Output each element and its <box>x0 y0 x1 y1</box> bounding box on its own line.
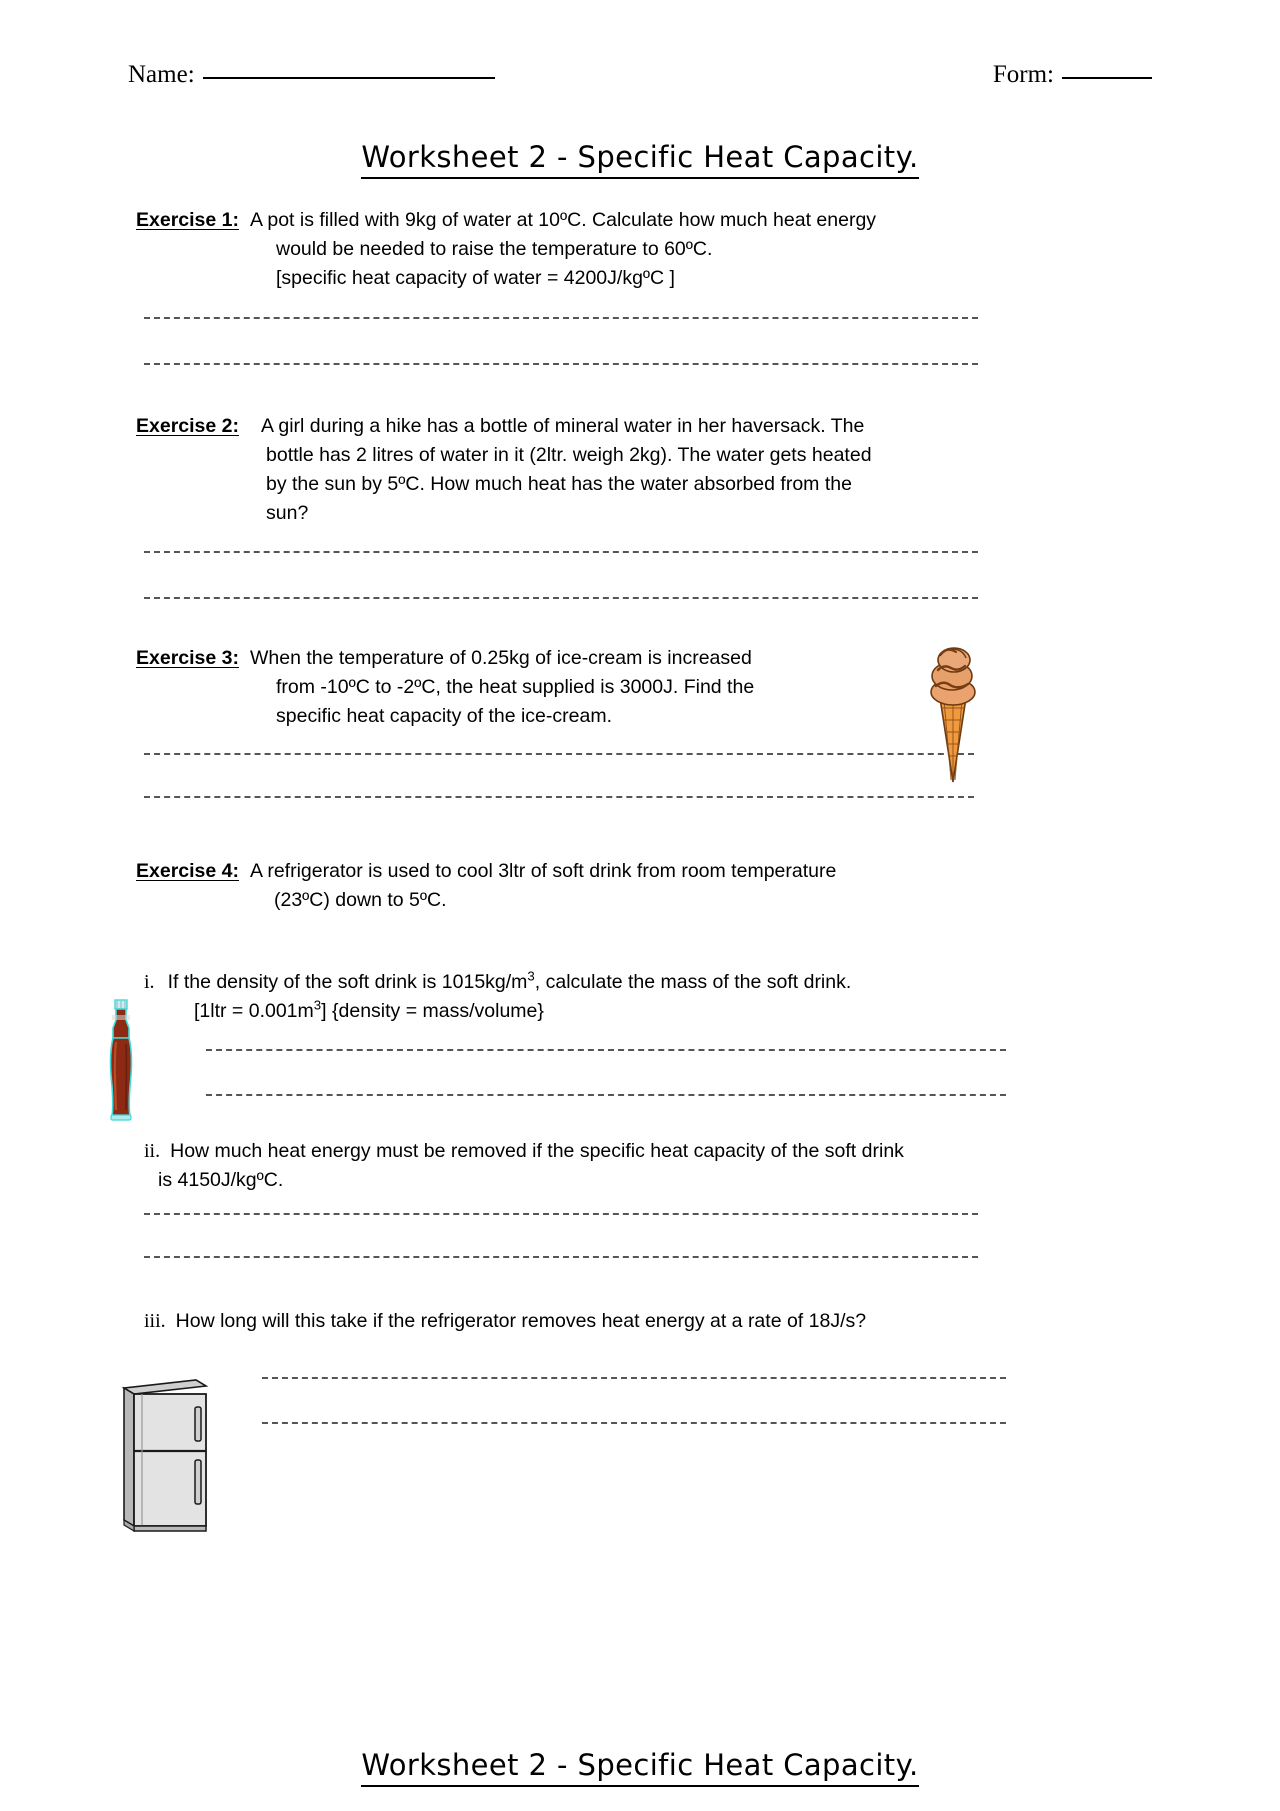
answer-line-4ib[interactable] <box>206 1094 1006 1096</box>
answer-line-4iiib[interactable] <box>262 1422 1006 1424</box>
subitem-ii <box>144 1137 984 1195</box>
exercise-2-label: Exercise 2: <box>136 415 239 437</box>
exercise-1-line-1: A pot is filled with 9kg of water at 10ºC. Calculate how much heat energy <box>250 209 877 231</box>
answer-line-4iia[interactable] <box>144 1213 978 1215</box>
exercise-2 <box>136 412 978 528</box>
subitem-i <box>144 968 984 1026</box>
exercise-3-line-2: from -10ºC to -2ºC, the heat supplied is 3000J. Find the <box>276 676 755 698</box>
answer-line-1b[interactable] <box>144 363 978 365</box>
worksheet-title-bottom-text: Worksheet 2 - Specific Heat Capacity. <box>361 1748 918 1787</box>
subitem-ii-marker: ii. <box>144 1140 161 1162</box>
answer-line-2b[interactable] <box>144 597 978 599</box>
exercise-3 <box>136 644 856 731</box>
answer-line-2a[interactable] <box>144 551 978 553</box>
subitem-i-line-2b: ] {density = mass/volume} <box>321 1000 544 1022</box>
ice-cream-cone <box>918 640 988 785</box>
answer-line-3a[interactable] <box>144 753 974 755</box>
subitem-iii <box>144 1307 1004 1336</box>
form-blank-line[interactable] <box>1062 76 1152 79</box>
page-header <box>128 62 1152 102</box>
exercise-1-line-3: [specific heat capacity of water = 4200J/kgºC ] <box>276 267 675 289</box>
exercise-1-line-2: would be needed to raise the temperature to 60ºC. <box>276 238 713 260</box>
subitem-i-line-2-superscript: 3 <box>313 997 322 1013</box>
exercise-2-line-4: sun? <box>266 502 309 524</box>
worksheet-title-top-text: Worksheet 2 - Specific Heat Capacity. <box>361 140 918 179</box>
answer-line-4iib[interactable] <box>144 1256 978 1258</box>
exercise-2-line-3: by the sun by 5ºC. How much heat has the water absorbed from the <box>266 473 852 495</box>
exercise-4-line-2: (23ºC) down to 5ºC. <box>274 889 447 911</box>
subitem-i-line-1-superscript: 3 <box>527 968 535 984</box>
worksheet-title-top <box>0 140 1280 174</box>
name-label: Name: <box>128 61 195 88</box>
subitem-i-line-1b: , calculate the mass of the soft drink. <box>534 971 852 993</box>
exercise-4-line-1: A refrigerator is used to cool 3ltr of soft drink from room temperature <box>250 860 837 882</box>
answer-line-3b[interactable] <box>144 796 974 798</box>
name-blank-line[interactable] <box>203 76 495 79</box>
exercise-1-label: Exercise 1: <box>136 209 239 231</box>
form-field-group <box>993 62 1152 87</box>
exercise-3-line-1: When the temperature of 0.25kg of ice-cream is increased <box>250 647 752 669</box>
subitem-iii-line-1: How long will this take if the refrigerator removes heat energy at a rate of 18J/s? <box>175 1310 867 1332</box>
subitem-ii-line-2: is 4150J/kgºC. <box>158 1169 284 1191</box>
exercise-3-label: Exercise 3: <box>136 647 239 669</box>
exercise-2-line-1: A girl during a hike has a bottle of mineral water in her haversack. The <box>261 415 865 437</box>
subitem-i-line-1a: If the density of the soft drink is 1015kg/m <box>167 971 528 993</box>
cola-bottle <box>100 998 142 1123</box>
name-field-group <box>128 62 495 87</box>
answer-line-1a[interactable] <box>144 317 978 319</box>
worksheet-title-bottom <box>0 1748 1280 1782</box>
answer-line-4iiia[interactable] <box>262 1377 1006 1379</box>
form-label: Form: <box>992 61 1054 88</box>
subitem-i-marker: i. <box>144 971 155 993</box>
exercise-1 <box>136 206 978 293</box>
exercise-2-line-2: bottle has 2 litres of water in it (2ltr. weigh 2kg). The water gets heated <box>266 444 872 466</box>
subitem-ii-line-1: How much heat energy must be removed if the specific heat capacity of the soft drink <box>170 1140 904 1162</box>
exercise-4-label: Exercise 4: <box>136 860 239 882</box>
exercise-3-line-3: specific heat capacity of the ice-cream. <box>276 705 612 727</box>
exercise-4 <box>136 857 978 915</box>
subitem-iii-marker: iii. <box>144 1310 166 1332</box>
answer-line-4ia[interactable] <box>206 1049 1006 1051</box>
refrigerator <box>118 1374 210 1534</box>
subitem-i-line-2a: [1ltr = 0.001m <box>194 1000 314 1022</box>
